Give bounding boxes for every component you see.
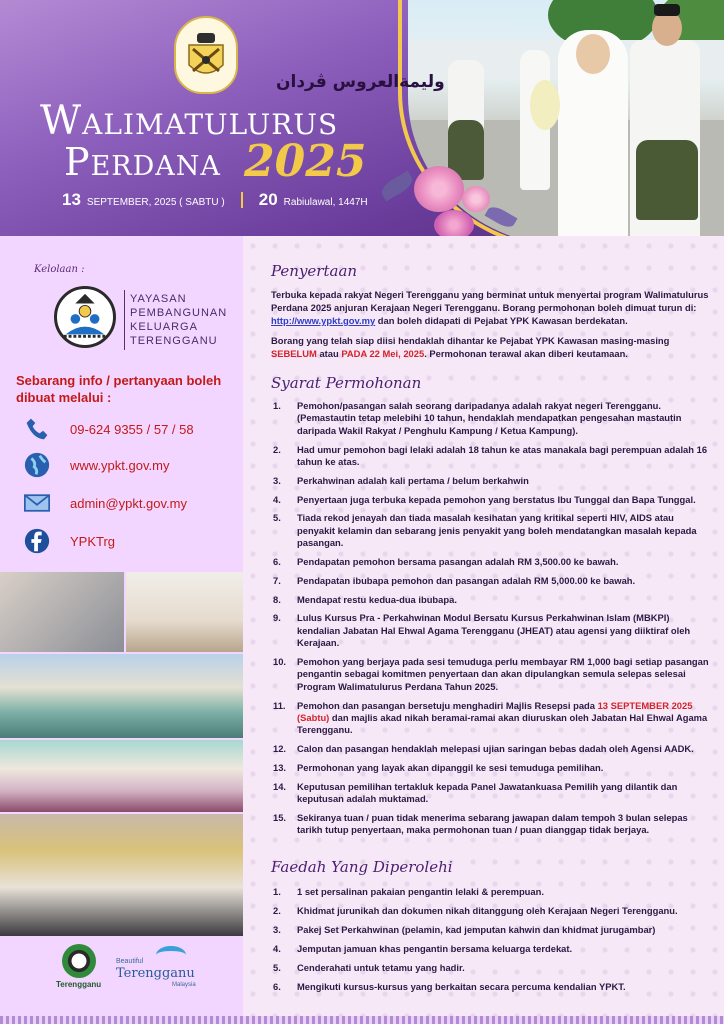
- sponsor-logos: [56, 944, 236, 1000]
- list-item: 7. Pendapatan ibubapa pemohon dan pasangan adalah RM 5,000.00 ke bawah.: [273, 574, 636, 586]
- hijri-day: 20: [258, 190, 278, 209]
- website-url: www.ypkt.gov.my: [70, 457, 170, 473]
- jawi-title: وليمةالعروس ڤردان: [276, 72, 445, 92]
- date-day: 13: [62, 190, 81, 209]
- info-heading: Sebarang info / pertanyaan boleh dibuat melalui :: [16, 373, 222, 405]
- list-item: 15. Sekiranya tuan / puan tidak menerima sebarang jawapan dalam tempoh 3 bulan selepas tarikh tutup penyertaan, maka permohonan tuan / puan dianggap tidak berjaya.: [273, 812, 688, 836]
- date-separator: [241, 192, 243, 208]
- hijri-text: Rabiulawal, 1447H: [283, 197, 368, 208]
- list-item: 4. Jemputan jamuan khas pengantin bersama keluarga terdekat.: [273, 943, 573, 954]
- faedah-list: [271, 886, 711, 1000]
- list-item: 11. Pemohon dan pasangan bersetuju menghadiri Majlis Resepsi pada 13 SEPTEMBER 2025 (Sabtu) dan majlis akad nikah beramai-ramai akan diuruskan oleh Jabatan Hal Ehwal Agama Terengganu.: [273, 699, 708, 736]
- email-icon: [22, 488, 52, 518]
- paragraph-text: atau: [316, 348, 342, 359]
- syarat-list: [271, 400, 711, 843]
- contact-website[interactable]: [22, 450, 242, 480]
- terengganu-logo-icon: [62, 944, 96, 978]
- title-perdana: Perdana: [64, 140, 221, 184]
- deadline-date: PADA 22 Mei, 2025: [341, 348, 425, 359]
- list-item: 14. Keputusan pemilihan tertakluk kepada Panel Jawatankuasa Pemilih yang dilantik dan keputusan adalah muktamad.: [273, 780, 678, 805]
- phone-icon: [22, 414, 52, 444]
- collage-photo: [0, 654, 243, 738]
- rose-flower-icon: [414, 166, 464, 212]
- facebook-handle: YPKTrg: [70, 533, 116, 549]
- penyertaan-paragraph-1: [271, 288, 711, 327]
- decorative-border: [0, 1016, 724, 1024]
- beautiful-label: Beautiful: [116, 958, 144, 965]
- contact-phone[interactable]: [22, 414, 242, 444]
- collage-photo: [0, 572, 124, 652]
- paragraph-text: Borang yang telah siap diisi hendaklah dihantar ke Pejabat YPK Kawasan masing-masing: [271, 335, 670, 346]
- org-name-line: PEMBANGUNAN: [130, 307, 228, 319]
- beautiful-terengganu-text: Terengganu: [116, 966, 195, 981]
- logo-divider: [124, 290, 125, 350]
- list-item: 4. Penyertaan juga terbuka kepada pemohon yang berstatus Ibu Tunggal dan Bapa Tunggal.: [273, 493, 696, 505]
- resepsi-date: 13 SEPTEMBER 2025 (Sabtu): [297, 699, 693, 724]
- syarat-heading: Syarat Permohonan: [271, 374, 422, 392]
- ypkt-logo-icon: [54, 286, 116, 348]
- kelolaan-label: Kelolaan :: [34, 264, 85, 275]
- header-banner: [0, 0, 724, 236]
- title-year: 2025: [244, 136, 367, 187]
- terengganu-logo-text: Terengganu: [56, 980, 102, 989]
- list-item: 1. 1 set persalinan pakaian pengantin lelaki & perempuan.: [273, 886, 544, 897]
- collage-photo: [0, 814, 243, 936]
- org-name-line: TERENGGANU: [130, 335, 218, 347]
- collage-photo: [0, 740, 243, 812]
- photo-collage: [0, 572, 243, 936]
- phone-number: 09-624 9355 / 57 / 58: [70, 421, 194, 437]
- list-item: 2. Had umur pemohon bagi lelaki adalah 18 tahun ke atas manakala bagi perempuan adalah 16 tahun ke atas.: [273, 443, 708, 468]
- penyertaan-paragraph-2: [271, 334, 711, 360]
- globe-icon: [22, 450, 52, 480]
- wave-logo-icon: [156, 946, 186, 964]
- list-item: 6. Mengikuti kursus-kursus yang berkaitan secara percuma kendalian YPKT.: [273, 981, 626, 992]
- collage-photo: [126, 572, 243, 652]
- list-item: 10. Pemohon yang berjaya pada sesi temuduga perlu membayar RM 1,000 bagi setiap pasangan pengantin sebagai komitmen penyertaan dan akan dipulangkan semula selepas selesai Program Walimatulurus Perdana Tahun 2025.: [273, 656, 709, 692]
- faedah-heading: Faedah Yang Diperolehi: [271, 858, 453, 876]
- lily-flower-icon: [434, 210, 474, 236]
- penyertaan-heading: Penyertaan: [271, 262, 358, 280]
- facebook-icon: [22, 526, 52, 556]
- list-item: 2. Khidmat jurunikah dan dokumen nikah ditanggung oleh Kerajaan Negeri Terengganu.: [273, 905, 678, 916]
- main-content: [243, 236, 724, 1024]
- rose-flower-icon: [462, 186, 490, 212]
- paragraph-text: Terbuka kepada rakyat Negeri Terengganu yang berminat untuk menyertai program Walimatulurus Perdana 2025 anjuran Kerajaan Negeri Terengganu. Borang permohonan boleh dimuat turun di:: [271, 289, 709, 313]
- list-item: 3. Pakej Set Perkahwinan (pelamin, kad jemputan kahwin dan khidmat jurugambar): [273, 924, 656, 935]
- date-text: SEPTEMBER, 2025 ( SABTU ): [86, 197, 225, 208]
- title-walimatulurus: Walimatulurus: [40, 98, 339, 144]
- contact-facebook[interactable]: [22, 526, 242, 556]
- deadline-highlight: SEBELUM: [271, 348, 317, 359]
- list-item: 3. Perkahwinan adalah kali pertama / belum berkahwin: [273, 474, 529, 486]
- paragraph-text: . Permohonan terawal akan diberi keutamaan.: [424, 348, 628, 359]
- list-item: 12. Calon dan pasangan hendaklah melepasi ujian saringan bebas dadah oleh Agensi AADK.: [273, 743, 694, 755]
- list-item: 5. Tiada rekod jenayah dan tiada masalah kesihatan yang kritikal seperti HIV, AIDS atau penyakit kelamin dan sebarang jenis penyakit yang boleh mendatangkan masalah kepada pasangan.: [273, 512, 697, 549]
- list-item: 13. Permohonan yang layak akan dipanggil ke sesi temuduga pemilihan.: [273, 762, 604, 774]
- malaysia-label: Malaysia: [172, 982, 196, 988]
- event-date: [62, 190, 368, 210]
- terengganu-emblem-icon: [174, 16, 238, 94]
- list-item: 8. Mendapat restu kedua-dua ibubapa.: [273, 593, 457, 605]
- list-item: 1. Pemohon/pasangan salah seorang daripadanya adalah rakyat negeri Terengganu. (Pemastautin tetap melebihi 10 tahun, hendaklah mendapatkan pengesahan mastautin daripada Wakil Rakyat / Penghulu Kampung / Ketua Kampung).: [273, 400, 682, 436]
- email-address: admin@ypkt.gov.my: [70, 495, 187, 511]
- list-item: 9. Lulus Kursus Pra - Perkahwinan Modul Bersatu Kursus Perkahwinan Islam (MBKPI) kendalian Jabatan Hal Ehwal Agama Terengganu (JHEAT) atau agensi yang diiktiraf oleh Kerajaan.: [273, 612, 691, 649]
- paragraph-text: dan boleh didapati di Pejabat YPK Kawasan berdekatan.: [375, 315, 628, 326]
- list-item: 5. Cenderahati untuk tetamu yang hadir.: [273, 962, 465, 973]
- list-item: 6. Pendapatan pemohon bersama pasangan adalah RM 3,500.00 ke bawah.: [273, 556, 619, 568]
- org-name: [130, 292, 227, 348]
- contact-email[interactable]: [22, 488, 242, 518]
- sidebar: [0, 236, 243, 1024]
- ypkt-link[interactable]: http://www.ypkt.gov.my: [271, 315, 376, 326]
- org-name-line: KELUARGA: [130, 321, 198, 333]
- org-name-line: YAYASAN: [130, 293, 187, 305]
